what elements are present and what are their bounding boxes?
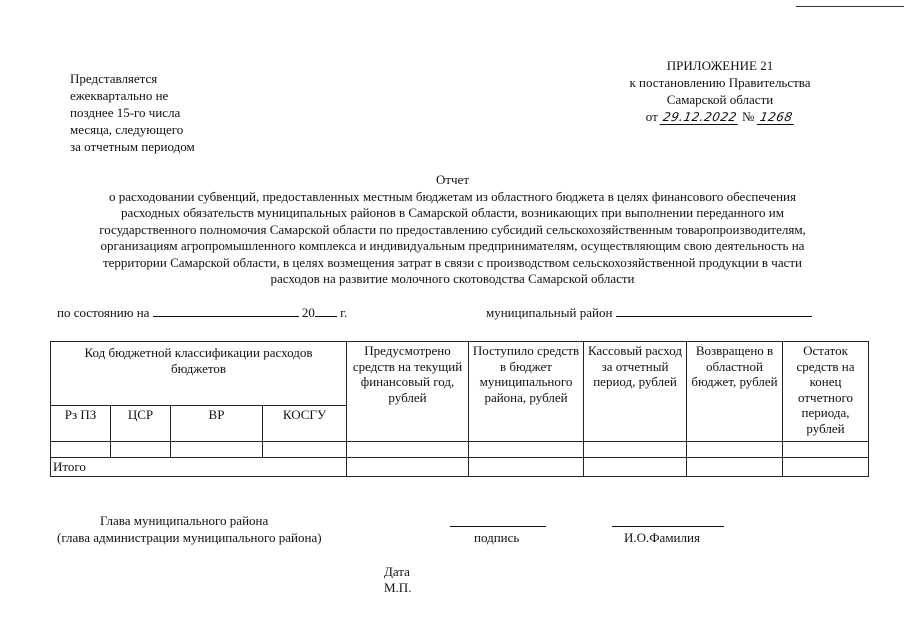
col-planned-header: Предусмотрено средств на текущий финансовый год, рублей [347,342,469,442]
col-received-header: Поступило средств в бюджет муниципального района, рублей [469,342,584,442]
district-label: муниципальный район [486,305,613,320]
report-table [50,341,869,477]
table-cell[interactable] [469,458,584,477]
table-cell[interactable] [783,442,869,458]
table-cell[interactable] [783,458,869,477]
sub-header-vr: ВР [171,406,263,442]
as-of-date-blank[interactable] [153,304,299,317]
col-cash-expense-header: Кассовый расход за отчетный период, рублей [584,342,687,442]
year-blank[interactable] [315,304,337,317]
submission-note [70,70,195,155]
handwritten-date: 29.12.2022 [660,110,740,125]
table-cell[interactable] [584,458,687,477]
table-cell[interactable] [584,442,687,458]
from-label: от [645,109,658,124]
col-balance-header: Остаток средств на конец отчетного периода, рублей [783,342,869,442]
note-line: ежеквартально не [70,88,169,103]
table-cell[interactable] [171,442,263,458]
handwritten-number: 1268 [756,110,795,125]
name-caption: И.О.Фамилия [624,530,700,545]
year-prefix: 20 [301,305,315,320]
as-of-label: по состоянию на [57,305,150,320]
budget-classification-header: Код бюджетной классификации расходов бюджетов [51,342,347,406]
total-label: Итого [51,458,347,477]
report-line: организациям агропромышленного комплекса и индивидуальным предпринимателям, осуществляющим свою деятельность на [100,238,805,253]
appendix-line: к постановлению Правительства [629,75,811,90]
total-row [51,458,869,477]
col-returned-header: Возвращено в областной бюджет, рублей [687,342,783,442]
report-line: государственного полномочия Самарской области по предоставлению субсидий сельскохозяйственным товаропроизводителям, [99,221,806,237]
note-line: Представляется [70,71,158,86]
stamp-label: М.П. [384,580,412,595]
year-suffix: г. [340,305,348,320]
report-line: расходов на развитие молочного скотоводства Самарской области [270,271,635,286]
table-cell[interactable] [263,442,347,458]
district-line [486,304,812,321]
appendix-title: ПРИЛОЖЕНИЕ 21 [666,58,774,73]
number-label: № [742,109,755,124]
head-subtitle: (глава администрации муниципального района) [57,530,322,545]
table-cell[interactable] [347,442,469,458]
appendix-line: Самарской области [666,92,774,107]
table-cell[interactable] [111,442,171,458]
head-title: Глава муниципального района [100,513,269,528]
sub-header-kosgu: КОСГУ [263,406,347,442]
table-cell[interactable] [687,442,783,458]
date-label: Дата [384,564,410,579]
report-line: территории Самарской области, в целях возмещения затрат в связи с производством сельскохозяйственной продукции в части [102,254,803,270]
signature-line[interactable] [450,526,546,527]
as-of-line [57,304,347,321]
report-line: расходных обязательств муниципальных районов в Самарской области, возникающих при выполнении переданного им [121,205,784,220]
name-line[interactable] [612,526,724,527]
table-cell[interactable] [347,458,469,477]
report-line: о расходовании субвенций, предоставленных местным бюджетам из областного бюджета в целях финансового обеспечения [109,188,796,204]
sub-header-rzpz: Рз ПЗ [51,406,111,442]
sub-header-csr: ЦСР [111,406,171,442]
table-row [51,442,869,458]
table-cell[interactable] [469,442,584,458]
note-line: за отчетным периодом [70,139,195,154]
table-cell[interactable] [51,442,111,458]
report-title [0,172,905,288]
signature-caption: подпись [474,530,520,545]
district-blank[interactable] [616,304,812,317]
report-heading: Отчет [435,172,470,187]
table-cell[interactable] [687,458,783,477]
appendix-date-line [600,108,840,125]
appendix-block [600,57,840,125]
scan-edge-line [796,6,904,7]
note-line: позднее 15-го числа [70,105,181,120]
note-line: месяца, следующего [70,122,184,137]
